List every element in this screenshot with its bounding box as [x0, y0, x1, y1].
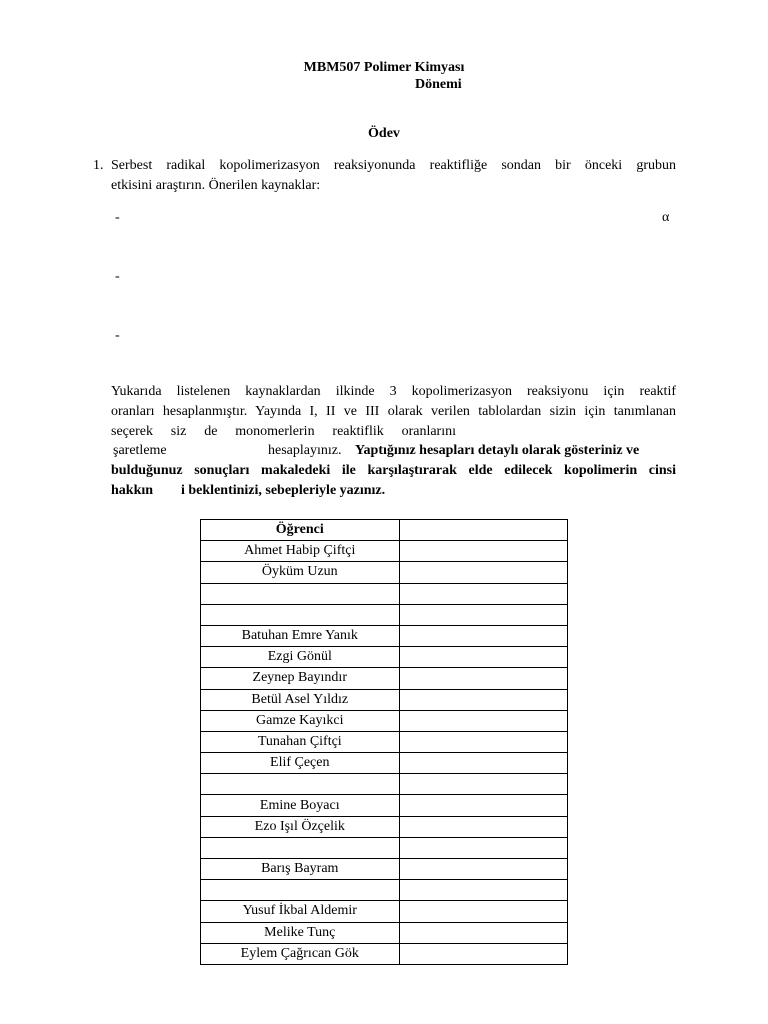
table-row [201, 583, 568, 604]
instruction-line6-part1: hakkın [111, 483, 154, 498]
assignment-cell [399, 816, 567, 837]
assignment-cell [399, 753, 567, 774]
student-name: Zeynep Bayındır [201, 668, 400, 689]
assignment-cell [399, 922, 567, 943]
student-name: Elif Çeçen [201, 753, 400, 774]
assignment-cell [399, 541, 567, 562]
student-table [200, 519, 568, 965]
table-row [201, 731, 568, 752]
assignment-cell [399, 795, 567, 816]
reference-bullet: - [115, 269, 120, 284]
student-name: Tunahan Çiftçi [201, 731, 400, 752]
table-row [201, 647, 568, 668]
table-row [201, 880, 568, 901]
table-header-student: Öğrenci [201, 520, 400, 541]
assignment-cell [399, 647, 567, 668]
assignment-cell [399, 880, 567, 901]
question-text-line1: Serbest radikal kopolimerizasyon reaksiyonunda reaktifliğe sondan bir önceki grubun [111, 158, 676, 173]
student-name: Öyküm Uzun [201, 562, 400, 583]
student-name [201, 774, 400, 795]
student-name [201, 583, 400, 604]
assignment-cell [399, 583, 567, 604]
assignment-cell [399, 731, 567, 752]
student-name [201, 837, 400, 858]
student-name: Ahmet Habip Çiftçi [201, 541, 400, 562]
instruction-line6-part2: i beklentinizi, sebepleriyle yazınız. [181, 483, 386, 498]
reference-bullet: - [115, 328, 120, 343]
table-row [201, 668, 568, 689]
student-name [201, 604, 400, 625]
course-title: MBM507 Polimer Kimyası [303, 60, 465, 75]
instruction-line3: seçerek siz de monomerlerin reaktiflik oranlarını [111, 424, 456, 439]
table-row [201, 795, 568, 816]
student-name: Barış Bayram [201, 859, 400, 880]
table-row [201, 710, 568, 731]
student-name: Batuhan Emre Yanık [201, 625, 400, 646]
question-number: 1. [93, 158, 104, 173]
question-text-line2: etkisini araştırın. Önerilen kaynaklar: [111, 178, 321, 193]
semester-label: Dönemi [415, 77, 462, 92]
instruction-line4-part2: hesaplayınız. [268, 443, 342, 458]
table-row [201, 562, 568, 583]
assignment-cell [399, 710, 567, 731]
table-row [201, 922, 568, 943]
table-header-row [201, 520, 568, 541]
table-row [201, 625, 568, 646]
student-name: Eylem Çağrıcan Gök [201, 943, 400, 964]
table-row [201, 901, 568, 922]
assignment-cell [399, 837, 567, 858]
student-name: Ezgi Gönül [201, 647, 400, 668]
alpha-symbol: α [662, 210, 670, 225]
instruction-line5: bulduğunuz sonuçları makaledeki ile karşılaştırarak elde edilecek kopolimerin cinsi [111, 463, 676, 478]
instruction-line1: Yukarıda listelenen kaynaklardan ilkinde 3 kopolimerizasyon reaksiyonu için reaktif [111, 384, 676, 399]
table-row [201, 837, 568, 858]
table-row [201, 689, 568, 710]
table-row [201, 943, 568, 964]
student-name: Ezo Işıl Özçelik [201, 816, 400, 837]
assignment-cell [399, 625, 567, 646]
student-name: Emine Boyacı [201, 795, 400, 816]
student-name [201, 880, 400, 901]
table-row [201, 816, 568, 837]
student-name: Gamze Kayıkci [201, 710, 400, 731]
table-header-blank [399, 520, 567, 541]
student-name: Melike Tunç [201, 922, 400, 943]
assignment-cell [399, 774, 567, 795]
instruction-line4-part3: Yaptığınız hesapları detaylı olarak gösteriniz ve [355, 443, 640, 458]
instruction-line2: oranları hesaplanmıştır. Yayında I, II ve III olarak verilen tablolardan sizin için tanımlanan [111, 404, 676, 419]
reference-bullet: - [115, 210, 120, 225]
assignment-cell [399, 943, 567, 964]
table-row [201, 541, 568, 562]
assignment-cell [399, 859, 567, 880]
assignment-cell [399, 604, 567, 625]
table-row [201, 604, 568, 625]
assignment-cell [399, 901, 567, 922]
table-row [201, 753, 568, 774]
instruction-line4-part1: şaretleme [113, 443, 167, 458]
student-name: Betül Asel Yıldız [201, 689, 400, 710]
table-row [201, 774, 568, 795]
assignment-cell [399, 689, 567, 710]
student-name: Yusuf İkbal Aldemir [201, 901, 400, 922]
assignment-cell [399, 668, 567, 689]
table-row [201, 859, 568, 880]
assignment-cell [399, 562, 567, 583]
assignment-heading: Ödev [368, 126, 400, 141]
